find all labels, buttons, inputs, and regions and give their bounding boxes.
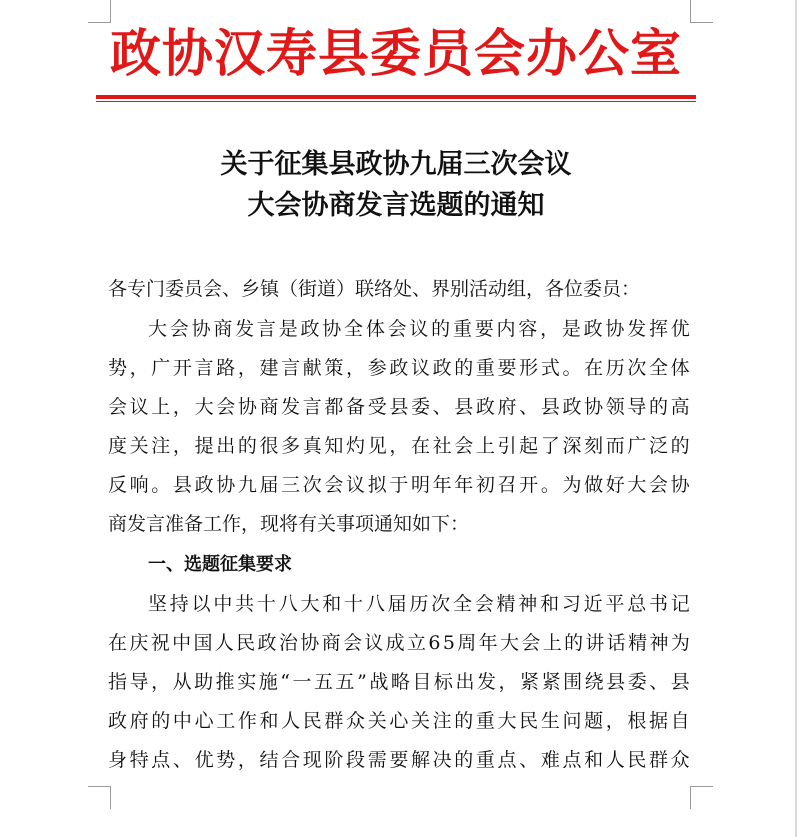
- letterhead-rule-thin: [96, 101, 696, 102]
- letterhead-title: 政协汉寿县委员会办公室: [109, 24, 682, 84]
- paragraph-1-line: 会 议 上 ， 大 会 协 商 发 言 都 备 受 县 委 、 县 政 府 、 县 政 协 领 导 的 高: [108, 396, 690, 418]
- notice-title-line-1: 关于征集县政协九届三次会议: [220, 149, 572, 180]
- crop-mark-top-right: [690, 0, 713, 23]
- crop-mark-top-left: [88, 0, 111, 23]
- letterhead-rule-thick: [96, 95, 696, 99]
- paragraph-1-line: 反 响 。 县 政 协 九 届 三 次 会 议 拟 于 明 年 年 初 召 开 。 为 做 好 大 会 协: [108, 474, 690, 496]
- section-heading: 一、选题征集要求: [148, 554, 292, 575]
- paragraph-1-line: 度 关 注 ， 提 出 的 很 多 真 知 灼 见 ， 在 社 会 上 引 起 了 深 刻 而 广 泛 的: [108, 435, 690, 457]
- paragraph-2-line: 坚 持 以 中 共 十 八 大 和 十 八 届 历 次 全 会 精 神 和 习 近 平 总 书 记: [148, 593, 690, 615]
- crop-mark-bottom-left: [88, 786, 111, 809]
- paragraph-2-line: 政 府 的 中 心 工 作 和 人 民 群 众 关 心 关 注 的 重 大 民 生 问 题 ， 根 据 自: [108, 710, 690, 732]
- paragraph-2-line: 在 庆 祝 中 国 人 民 政 治 协 商 会 议 成 立 6 5 周 年 大 会 上 的 讲 话 精 神 为: [108, 632, 690, 654]
- paragraph-1-line: 势 ， 广 开 言 路 ， 建 言 献 策 ， 参 政 议 政 的 重 要 形 式 。 在 历 次 全 体: [108, 357, 690, 379]
- paragraph-2-line: 身 特 点 、 优 势 ， 结 合 现 阶 段 需 要 解 决 的 重 点 、 难 点 和 人 民 群 众: [108, 749, 690, 771]
- paragraph-2-line: 指 导 ， 从 助 推 实 施 “ 一 五 五 ” 战 略 目 标 出 发 ， 紧 紧 围 绕 县 委 、 县: [108, 671, 690, 693]
- paragraph-1-line: 商发言准备工作，现将有关事项通知如下：: [108, 513, 470, 535]
- paragraph-1-line: 大 会 协 商 发 言 是 政 协 全 体 会 议 的 重 要 内 容 ， 是 政 协 发 挥 优: [148, 318, 690, 340]
- crop-mark-bottom-right: [690, 786, 713, 809]
- notice-title-line-2: 大会协商发言选题的通知: [247, 190, 545, 221]
- salutation: 各专门委员会、乡镇（街道）联络处、界别活动组，各位委员：: [108, 278, 641, 300]
